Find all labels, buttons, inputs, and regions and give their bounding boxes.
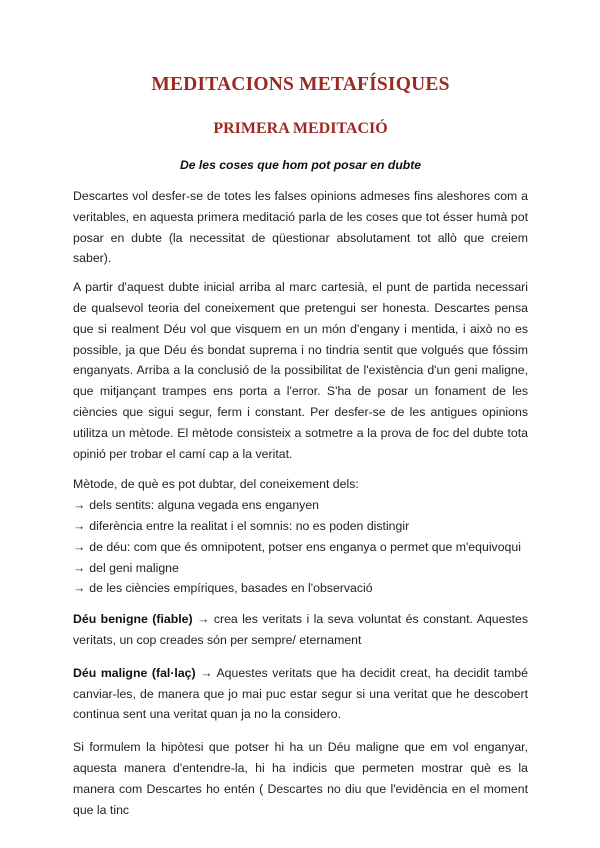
list-item xyxy=(73,537,528,558)
benigne-paragraph xyxy=(73,609,528,651)
document-title: MEDITACIONS METAFÍSIQUES xyxy=(151,74,450,95)
list-item xyxy=(73,495,528,516)
method-list-intro: Mètode, de què es pot dubtar, del coneixement dels: xyxy=(73,477,359,492)
document-subtitle: PRIMERA MEDITACIÓ xyxy=(213,120,388,137)
arrow-right-icon: → xyxy=(73,581,86,596)
benigne-text: crea les veritats i la seva voluntat és constant. Aquestes veritats, un cop creades són per sempre/ eternament xyxy=(73,612,529,647)
list-item xyxy=(73,516,528,537)
list-item-text: de déu: com que és omnipotent, potser ens enganya o permet que m'equivoqui xyxy=(89,539,521,554)
maligne-text: Aquestes veritats que ha decidit creat, ha decidit també canviar-les, de manera que jo mai puc estar segur si una veritat que he descobert continua sent una veritat quan ja no la considero. xyxy=(73,665,528,722)
list-item-text: dels sentits: alguna vegada ens enganyen xyxy=(89,498,320,513)
argument-paragraph: A partir d'aquest dubte inicial arriba al marc cartesià, el punt de partida necessari de qualsevol teoria del coneixement que pretengui ser honesta. Descartes pensa que si realment Déu vol que visquem en un món d'engany i mentida, i això no es possible, ja que Déu és bondat suprema i no tindria sentit que volgués que fóssim enganyats. Arriba a la conclusió de la possibilitat de l'existència d'un geni maligne, que mitjançant trampes ens porta a l'error. S'ha de posar un fonament de les ciències que sigui segur, ferm i constant. Per desfer-se de les antigues opinions utilitza un mètode. El mètode consisteix a sotmetre a la prova de foc del dubte tota opinió per trobar el camí cap a la veritat. xyxy=(73,280,528,461)
list-item-text: diferència entre la realitat i el somnis: no es poden distingir xyxy=(89,518,410,533)
hypothesis-paragraph: Si formulem la hipòtesi que potser hi ha un Déu maligne que em vol enganyar, aquesta manera d'entendre-la, hi ha indicis que permeten mostrar què es la manera com Descartes ho entén ( Descartes no diu que l'evidència en el moment que la tinc xyxy=(73,740,528,817)
arrow-right-icon: → xyxy=(200,665,213,680)
method-list xyxy=(73,495,528,599)
intro-paragraph: Descartes vol desfer-se de totes les falses opinions admeses fins aleshores com a veritables, en aquesta primera meditació parla de les coses que tot ésser humà pot posar en dubte (la necessitat de qüestionar absolutament tot allò que creiem saber). xyxy=(73,189,528,266)
arrow-right-icon: → xyxy=(197,612,210,627)
maligne-paragraph xyxy=(73,663,528,725)
benigne-label: Déu benigne (fiable) xyxy=(73,612,193,627)
arrow-right-icon: → xyxy=(73,518,86,533)
arrow-right-icon: → xyxy=(73,539,86,554)
list-item-text: del geni maligne xyxy=(89,560,179,575)
arrow-right-icon: → xyxy=(73,498,86,513)
maligne-label: Déu maligne (fal·laç) xyxy=(73,665,196,680)
section-heading: De les coses que hom pot posar en dubte xyxy=(179,158,422,172)
list-item xyxy=(73,558,528,579)
list-item-text: de les ciències empíriques, basades en l'observació xyxy=(89,581,373,596)
arrow-right-icon: → xyxy=(73,560,86,575)
list-item xyxy=(73,578,528,599)
